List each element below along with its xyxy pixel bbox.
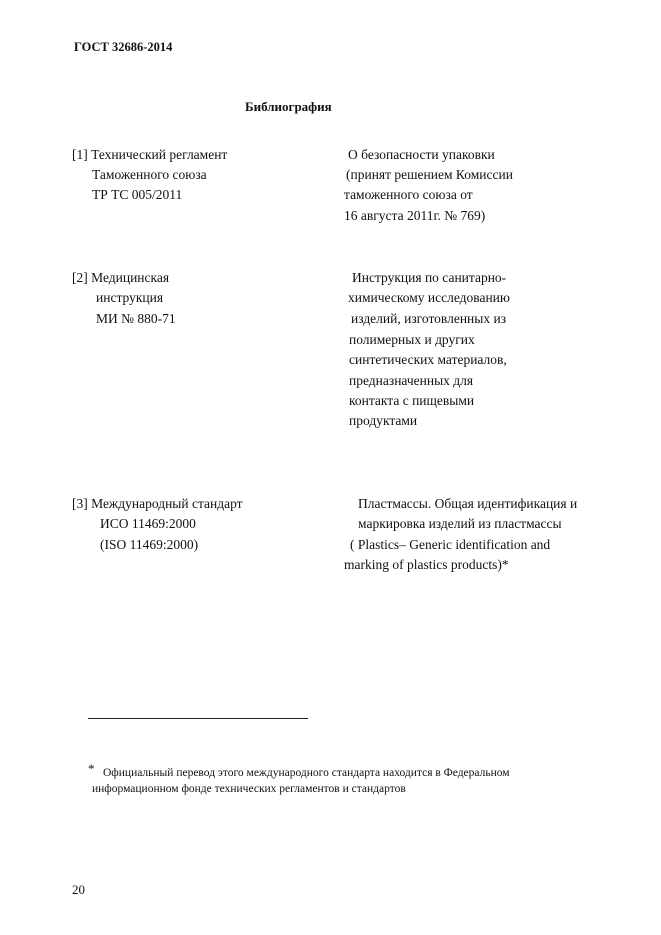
entry-3-right-line-3: ( Plastics– Generic identification and [350, 537, 551, 552]
entry-2-left-line-3: МИ № 880-71 [96, 311, 176, 326]
footnote-text-line-1: Официальный перевод этого международного стандарта находится в Федеральном [103, 767, 510, 779]
entry-2-right-line-4: полимерных и других [349, 332, 475, 347]
entry-1-right-line-4: 16 августа 2011г. № 769) [344, 208, 486, 223]
document-code-header: ГОСТ 32686-2014 [74, 40, 173, 54]
entry-2-right-line-6: предназначенных для [349, 373, 474, 388]
footnote-asterisk: * [88, 761, 95, 776]
entry-3-right-line-2: маркировка изделий из пластмассы [358, 516, 562, 531]
entry-1-left-line-1: [1] Технический регламент [72, 147, 228, 162]
entry-3-left-line-1: [3] Международный стандарт [72, 496, 243, 511]
entry-2-right-line-2: химическому исследованию [348, 290, 510, 305]
page-number: 20 [72, 882, 85, 897]
entry-1-left-line-2: Таможенного союза [92, 167, 207, 182]
entry-2-left-line-1: [2] Медицинская [72, 270, 170, 285]
entry-3-left-line-2: ИСО 11469:2000 [100, 516, 196, 531]
entry-1-right-line-1: О безопасности упаковки [348, 147, 495, 162]
entry-2-right-line-5: синтетических материалов, [349, 352, 507, 367]
page-title: Библиография [245, 99, 332, 114]
footnote-separator-line [88, 718, 308, 719]
entry-1-right-line-2: (принят решением Комиссии [346, 167, 513, 182]
entry-2-right-line-8: продуктами [349, 413, 418, 428]
entry-3-left-line-3: (ISO 11469:2000) [100, 537, 199, 552]
entry-2-right-line-1: Инструкция по санитарно- [352, 270, 507, 285]
entry-3-right-line-1: Пластмассы. Общая идентификация и [358, 496, 578, 511]
entry-2-right-line-3: изделий, изготовленных из [351, 311, 507, 326]
entry-3-right-line-4: marking of plastics products)* [344, 557, 509, 572]
entry-2-right-line-7: контакта с пищевыми [349, 393, 475, 408]
footnote-text-line-2: информационном фонде технических регламентов и стандартов [92, 783, 406, 795]
entry-1-right-line-3: таможенного союза от [344, 187, 473, 202]
entry-1-left-line-3: ТР ТС 005/2011 [92, 187, 183, 202]
entry-2-left-line-2: инструкция [96, 290, 164, 305]
